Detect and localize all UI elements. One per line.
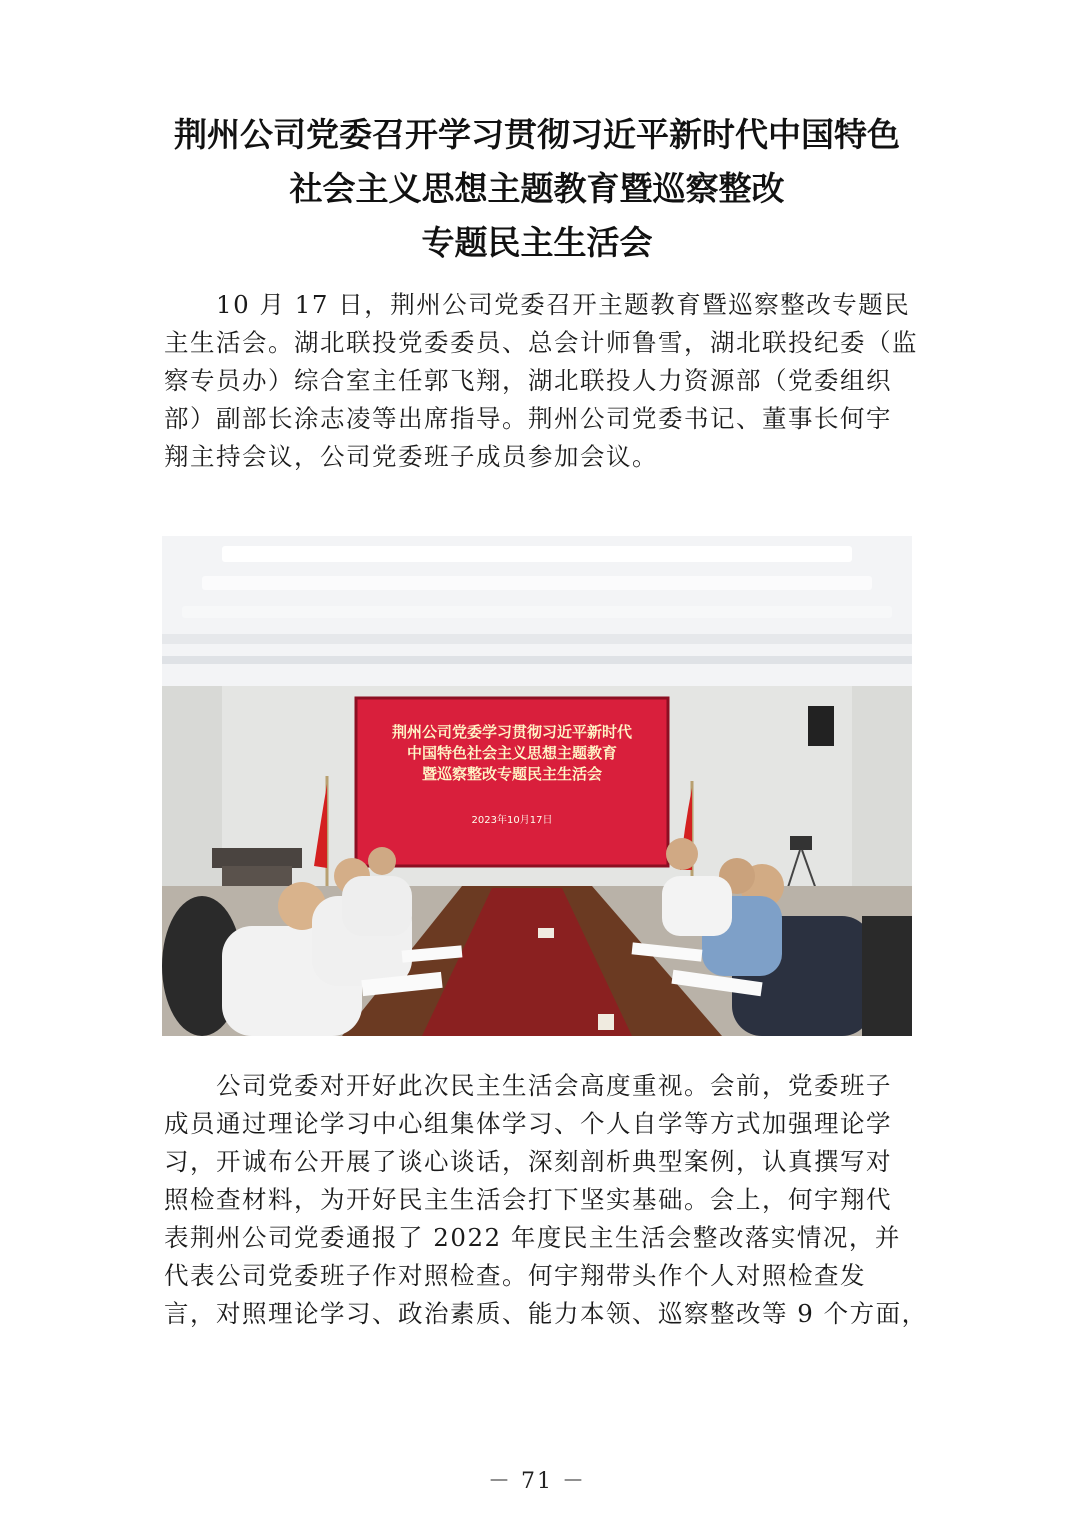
screen-date: 2023年10月17日 bbox=[471, 815, 553, 826]
paragraph-2-line: 习，开诚布公开展了谈心谈话，深刻剖析典型案例，认真撰写对 bbox=[164, 1147, 892, 1176]
screen-line-3: 暨巡察整改专题民主生活会 bbox=[421, 765, 602, 783]
screen-line-2: 中国特色社会主义思想主题教育 bbox=[406, 744, 617, 762]
paragraph-1-line: 10 月 17 日，荆州公司党委召开主题教育暨巡察整改专题民 bbox=[164, 290, 911, 319]
paragraph-1 bbox=[164, 286, 918, 476]
paragraph-2-line: 公司党委对开好此次民主生活会高度重视。会前，党委班子 bbox=[164, 1071, 892, 1100]
paragraph-2-line: 言，对照理论学习、政治素质、能力本领、巡察整改等 9 个方面， bbox=[164, 1299, 928, 1328]
meeting-photo bbox=[162, 536, 912, 1036]
paragraph-1-line: 部）副部长涂志凌等出席指导。荆州公司党委书记、董事长何宇 bbox=[164, 404, 892, 433]
paragraph-2-line: 照检查材料，为开好民主生活会打下坚实基础。会上，何宇翔代 bbox=[164, 1185, 892, 1214]
paragraph-2-line: 表荆州公司党委通报了 2022 年度民主生活会整改落实情况，并 bbox=[164, 1223, 901, 1252]
title-line-1: 荆州公司党委召开学习贯彻习近平新时代中国特色 bbox=[174, 115, 900, 154]
page-number: － 71 － bbox=[488, 1469, 586, 1494]
paragraph-1-line: 主生活会。湖北联投党委委员、总会计师鲁雪，湖北联投纪委（监 bbox=[164, 328, 918, 357]
paragraph-1-line: 翔主持会议，公司党委班子成员参加会议。 bbox=[164, 442, 658, 471]
screen-line-1: 荆州公司党委学习贯彻习近平新时代 bbox=[391, 723, 632, 741]
title-line-2: 社会主义思想主题教育暨巡察整改 bbox=[289, 169, 785, 208]
meeting-scene-illustration bbox=[162, 536, 912, 1036]
paragraph-2-line: 成员通过理论学习中心组集体学习、个人自学等方式加强理论学 bbox=[164, 1109, 892, 1138]
title-line-3: 专题民主生活会 bbox=[421, 223, 653, 262]
paragraph-1-line: 察专员办）综合室主任郭飞翔，湖北联投人力资源部（党委组织 bbox=[164, 366, 892, 395]
paragraph-2 bbox=[164, 1067, 928, 1333]
paragraph-2-line: 代表公司党委班子作对照检查。何宇翔带头作个人对照检查发 bbox=[164, 1261, 866, 1290]
article-title bbox=[140, 108, 934, 270]
